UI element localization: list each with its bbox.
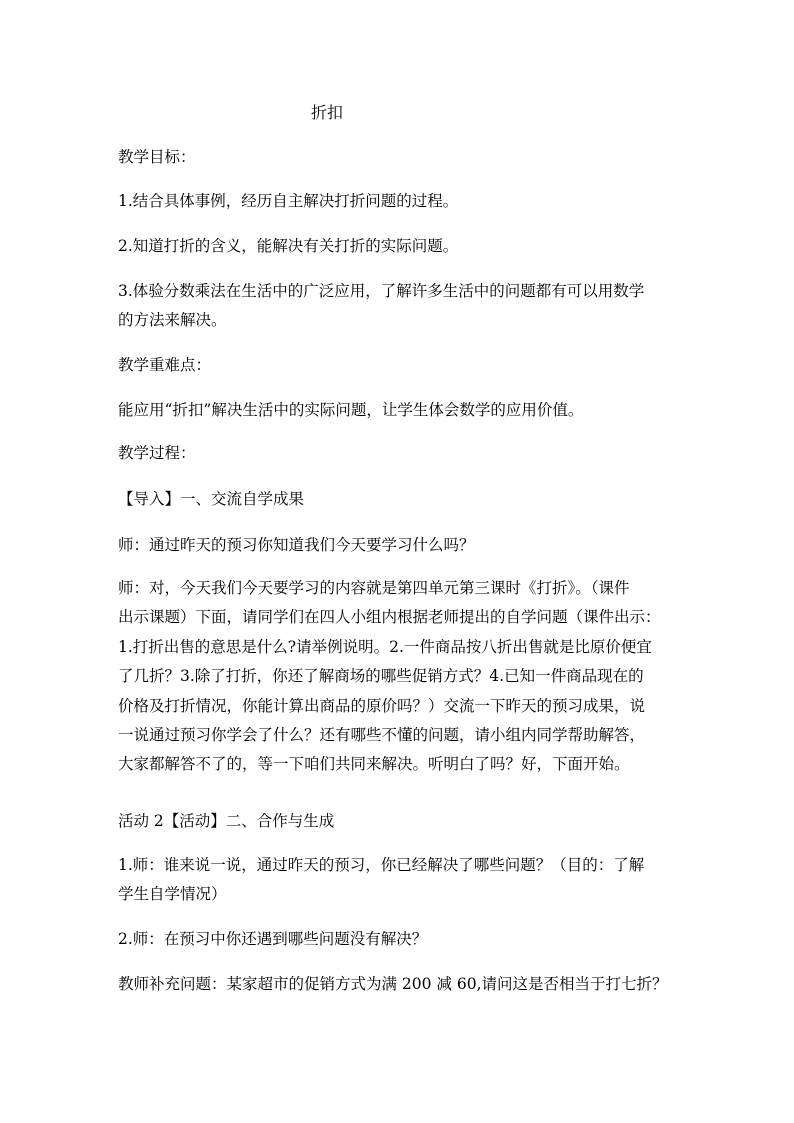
teacher-instructions: [118, 578, 684, 774]
text-line: 2.师：在预习中你还遇到哪些问题没有解决？: [118, 930, 428, 948]
section-heading-key-points: [118, 355, 684, 375]
text-line: 1.打折出售的意思是什么?请举例说明。2.一件商品按八折出售就是比原价便宜: [118, 637, 652, 656]
text-line: 师：对，今天我们今天要学习的内容就是第四单元第三课时《打折》。（课件: [118, 579, 630, 597]
text-line: 学生自学情况）: [118, 885, 227, 904]
text-line: 价格及打折情况，你能计算出商品的原价吗？）交流一下昨天的预习成果，说: [118, 696, 646, 715]
text-line: 师：通过昨天的预习你知道我们今天要学习什么吗？: [118, 536, 475, 554]
text-line: 教学过程：: [118, 444, 196, 462]
activity-step-2: [118, 929, 684, 949]
text-line: 了几折？3.除了打折，你还了解商场的哪些促销方式？4.已知一件商品现在的: [118, 667, 644, 686]
text-line: 【导入】一、交流自学成果: [118, 490, 305, 508]
section-heading-objectives: [118, 147, 684, 167]
text-line: 教师补充问题：某家超市的促销方式为满 200 减 60,请问这是否相当于打七折？: [118, 975, 668, 993]
text-line: 教学目标：: [118, 148, 196, 166]
key-points-text: [118, 400, 684, 420]
objective-item-3: [118, 281, 684, 330]
teacher-question: [118, 535, 684, 555]
activity-heading-2: [118, 811, 684, 831]
text-line: 能应用“折扣”解决生活中的实际问题，让学生体会数学的应用价值。: [118, 401, 584, 419]
text-line: 出示课题）下面，请同学们在四人小组内根据老师提出的自学问题（课件出示：: [118, 608, 661, 627]
text-line: 3.体验分数乘法在生活中的广泛应用，了解许多生活中的问题都有可以用数学: [118, 282, 645, 300]
text-line: 活动 2【活动】二、合作与生成: [118, 812, 335, 830]
activity-step-1: [118, 855, 684, 904]
document-title: 折扣: [311, 103, 344, 122]
objective-item-2: [118, 236, 684, 256]
text-line: 大家都解答不了的，等一下咱们共同来解决。听明白了吗？好，下面开始。: [118, 755, 630, 774]
text-line: 1.师：谁来说一说，通过昨天的预习，你已经解决了哪些问题？（目的：了解: [118, 856, 645, 874]
text-line: 1.结合具体事例，经历自主解决打折问题的过程。: [118, 192, 459, 210]
activity-heading-intro: [118, 489, 684, 509]
text-line: 的方法来解决。: [118, 311, 227, 330]
objective-item-1: [118, 191, 684, 211]
text-line: 2.知道打折的含义，能解决有关打折的实际问题。: [118, 237, 459, 255]
text-line: 一说通过预习你学会了什么？还有哪些不懂的问题，请小组内同学帮助解答，: [118, 725, 646, 744]
teacher-supplementary-question: [118, 974, 684, 994]
text-line: 教学重难点：: [118, 356, 212, 374]
section-heading-process: [118, 443, 684, 463]
